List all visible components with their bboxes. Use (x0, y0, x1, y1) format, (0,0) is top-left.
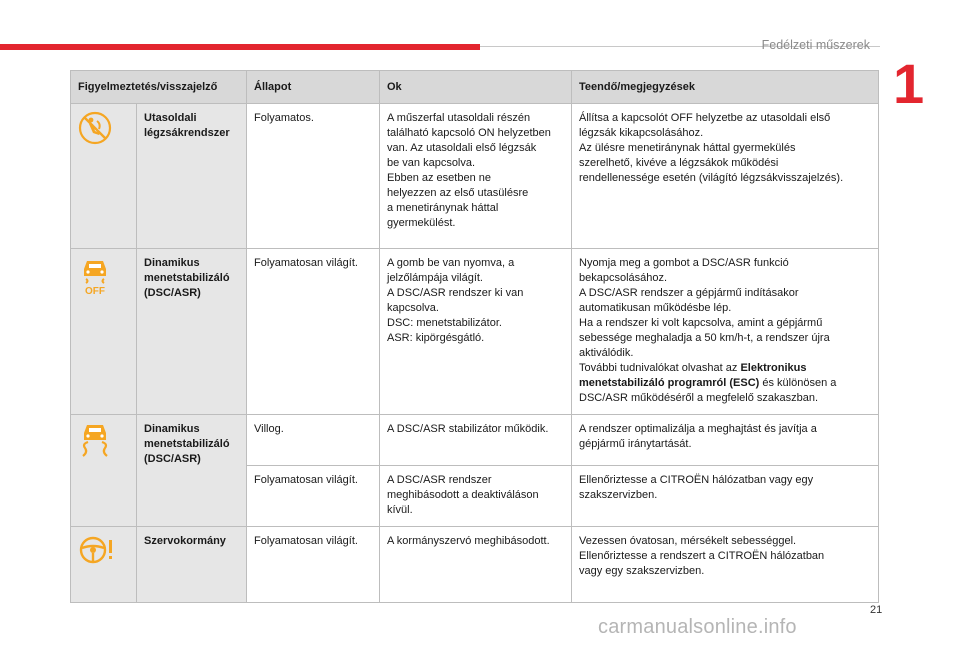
warning-name: Utasoldali légzsákrendszer (137, 104, 247, 249)
svg-text:OFF: OFF (85, 286, 105, 296)
icon-cell (71, 104, 137, 249)
table-row (71, 104, 879, 249)
cause-cell: A gomb be van nyomva, a jelzőlámpája világít. A DSC/ASR rendszer ki van kapcsolva. DSC: menetstabilizátor. ASR: kipörgésgátló. (380, 249, 572, 415)
watermark: carmanualsonline.info (598, 616, 797, 638)
state-cell: Folyamatosan világít. (247, 466, 380, 527)
icon-cell (71, 415, 137, 527)
dsc-off-icon (78, 287, 112, 299)
cause-cell: A kormányszervó meghibásodott. (380, 527, 572, 603)
chapter-number: 1 (893, 52, 925, 115)
action-cell: Ellenőriztesse a CITROËN hálózatban vagy egy szakszervizben. (572, 466, 879, 527)
table-row (71, 415, 879, 466)
page-number: 21 (870, 604, 883, 616)
header-accent-bar (0, 44, 480, 50)
warning-name: Dinamikus menetstabilizáló (DSC/ASR) (137, 415, 247, 527)
action-cell: A rendszer optimalizálja a meghajtást és javítja a gépjármű iránytartását. (572, 415, 879, 466)
dsc-icon (78, 449, 112, 461)
airbag-off-icon (78, 136, 112, 148)
warning-name: Szervokormány (137, 527, 247, 603)
cause-cell: A műszerfal utasoldali részén található kapcsoló ON helyzetben van. Az utasoldali első légzsák be van kapcsolva. Ebben az esetben ne helyezzen az első utasülésre a menetiránynak háttal gyermekülést. (380, 104, 572, 249)
action-cell: Vezessen óvatosan, mérsékelt sebességgel. Ellenőriztesse a rendszert a CITROËN hálózatban vagy egy szakszervizben. (572, 527, 879, 603)
state-cell: Folyamatosan világít. (247, 249, 380, 415)
column-header-warning: Figyelmeztetés/visszajelző (71, 71, 247, 104)
action-cell: Nyomja meg a gombot a DSC/ASR funkció bekapcsolásához. A DSC/ASR rendszer a gépjármű indításakor automatikusan működésbe lép. Ha a rendszer ki volt kapcsolva, amint a gépjármű sebessége meghaladja a 50 km/h-t, a rendszer újra aktiválódik. További tudnivalókat olvashat az Elektronikus menetstabilizáló programról (ESC) és különösen a DSC/ASR működéséről a megfelelő szakaszban. (572, 249, 879, 415)
column-header-cause: Ok (380, 71, 572, 104)
state-cell: Folyamatos. (247, 104, 380, 249)
action-cell: Állítsa a kapcsolót OFF helyzetbe az utasoldali első légzsák kikapcsolásához. Az ülésre menetiránynak háttal gyermekülés szerelhető, kivéve a légzsákok működési rendellenessége esetén (világító légzsákvisszajelzés). (572, 104, 879, 249)
warning-name: Dinamikus menetstabilizáló (DSC/ASR) (137, 249, 247, 415)
steering-warning-icon (78, 557, 116, 569)
cause-cell: A DSC/ASR stabilizátor működik. (380, 415, 572, 466)
cause-cell: A DSC/ASR rendszer meghibásodott a deaktiváláson kívül. (380, 466, 572, 527)
table-row (71, 527, 879, 603)
warning-lights-table (70, 70, 879, 603)
column-header-action: Teendő/megjegyzések (572, 71, 879, 104)
table-header-row (71, 71, 879, 104)
state-cell: Folyamatosan világít. (247, 527, 380, 603)
section-title: Fedélzeti műszerek (761, 38, 870, 52)
icon-cell (71, 249, 137, 415)
icon-cell (71, 527, 137, 603)
state-cell: Villog. (247, 415, 380, 466)
table-row (71, 249, 879, 415)
column-header-state: Állapot (247, 71, 380, 104)
